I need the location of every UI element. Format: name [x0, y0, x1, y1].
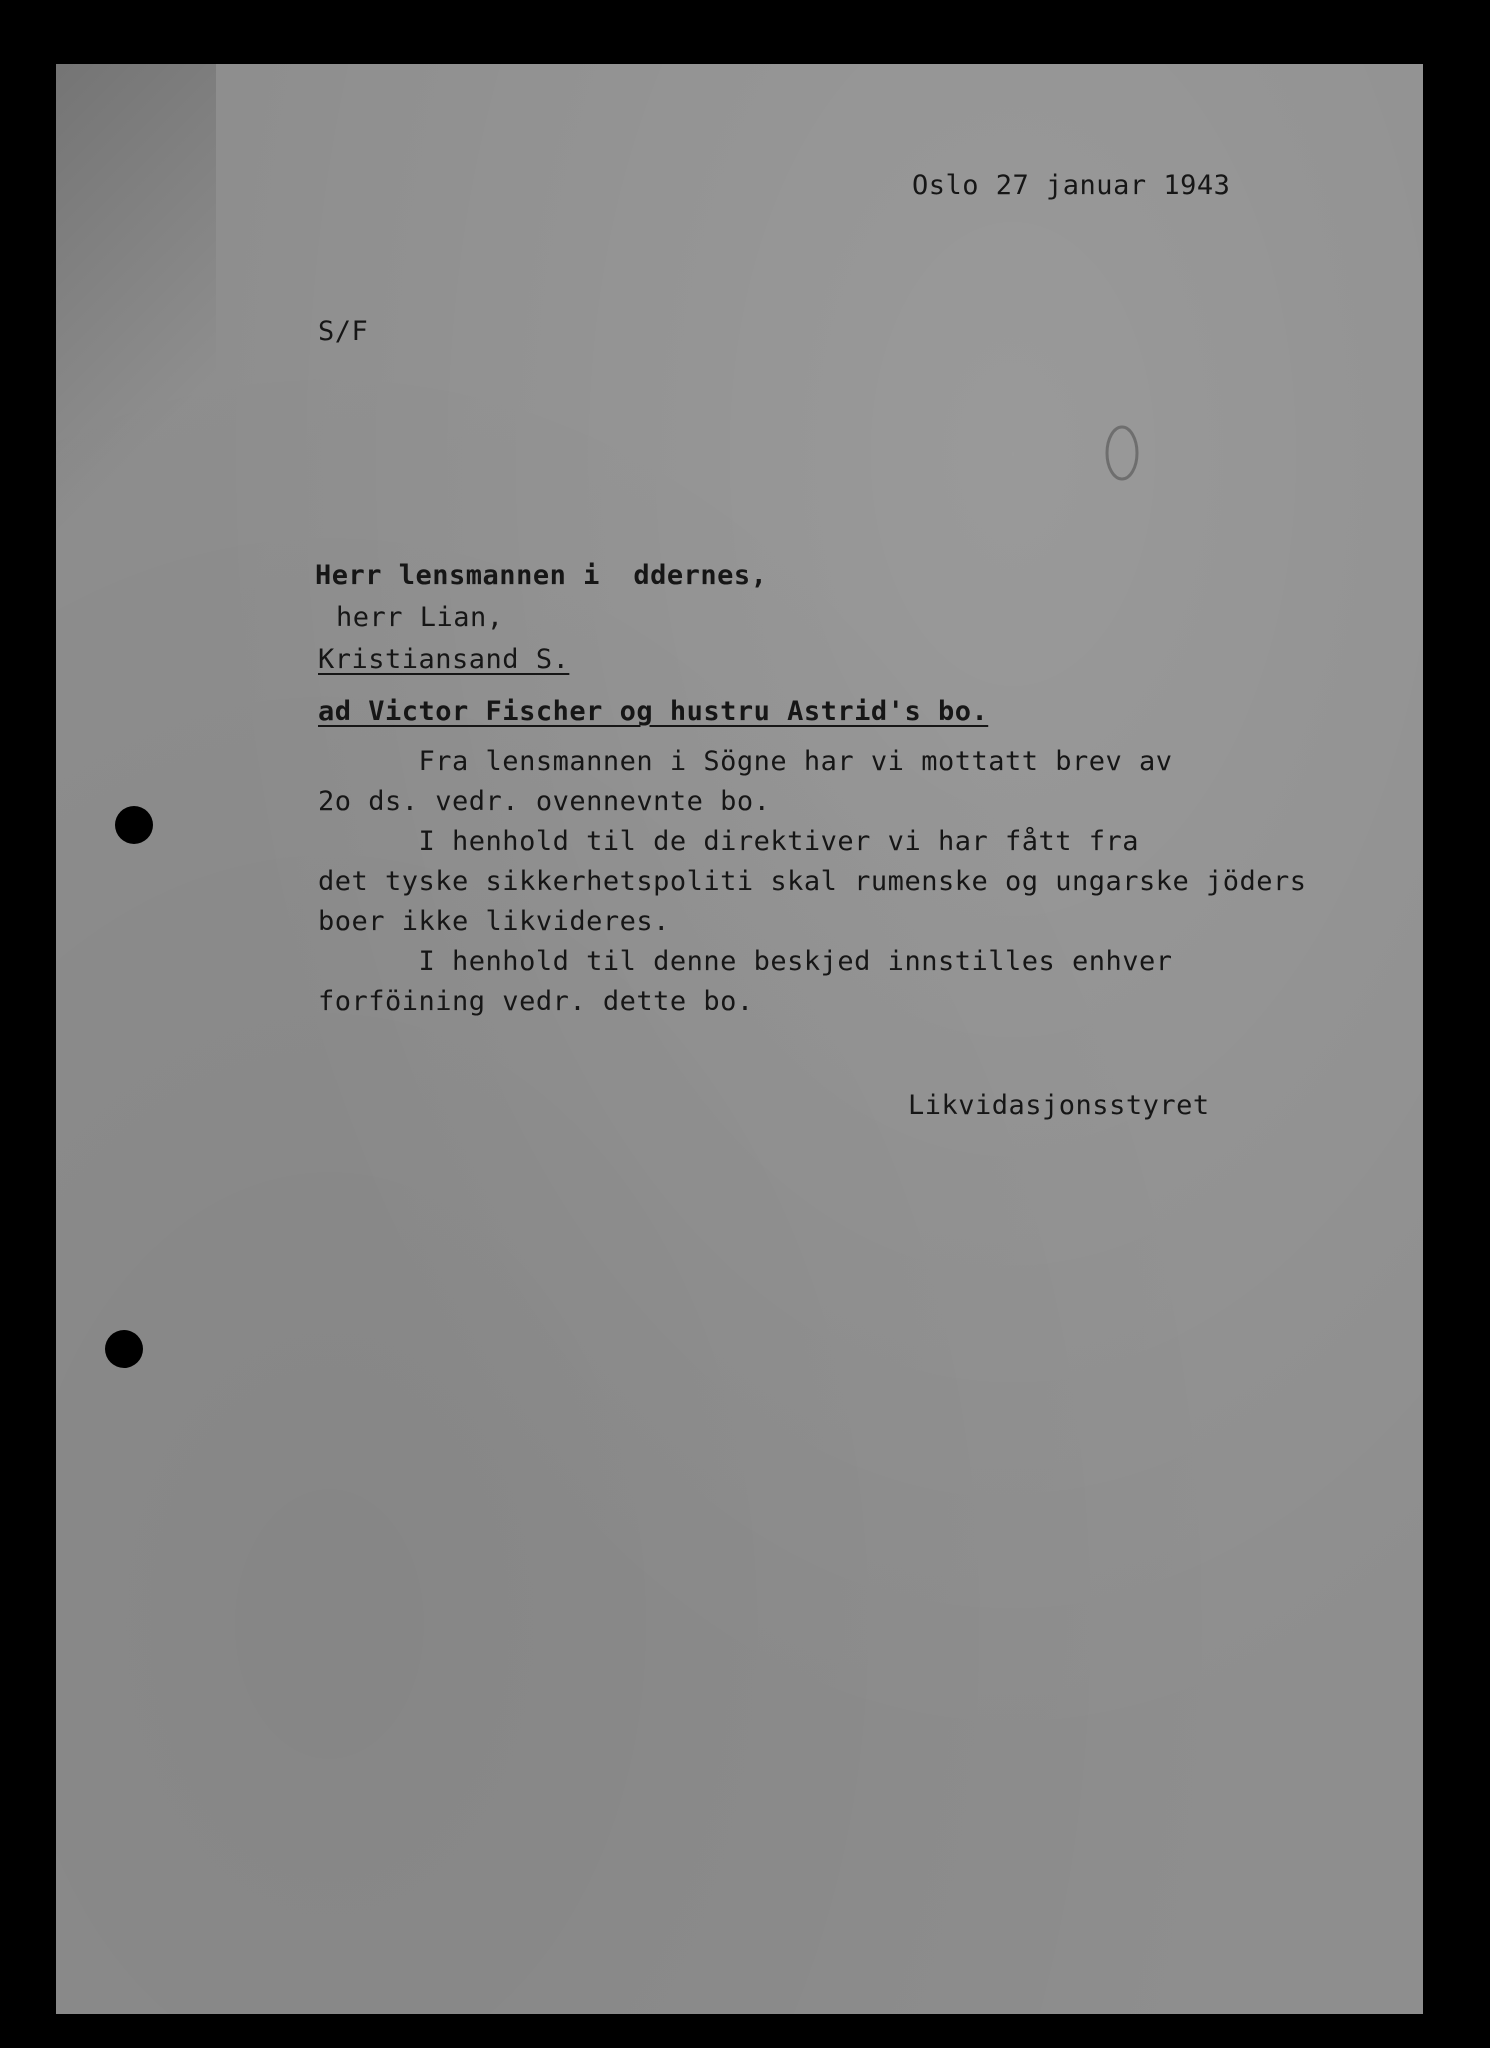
handwritten-zero-mark — [1102, 424, 1142, 482]
body-line-3: I henhold til de direktiver vi har fått fra — [318, 826, 1140, 857]
body-line-5: boer ikke likvideres. — [318, 906, 670, 937]
punch-hole-bottom — [105, 1330, 143, 1368]
letter-date: Oslo 27 januar 1943 — [912, 170, 1231, 201]
recipient-city: Kristiansand S. — [318, 644, 570, 675]
body-line-7: forföining vedr. dette bo. — [318, 986, 754, 1017]
letter-subject: ad Victor Fischer og hustru Astrid's bo. — [318, 696, 989, 727]
recipient-line-1: Herr lensmannen i ddernes, — [315, 560, 768, 591]
body-line-6: I henhold til denne beskjed innstilles enhver — [318, 946, 1173, 977]
signature: Likvidasjonsstyret — [908, 1090, 1210, 1121]
body-line-2: 2o ds. vedr. ovennevnte bo. — [318, 786, 771, 817]
body-line-4: det tyske sikkerhetspoliti skal rumenske og ungarske jöders — [318, 866, 1307, 897]
punch-hole-top — [115, 806, 153, 844]
paper-shadow — [56, 64, 216, 584]
recipient-line-2: herr Lian, — [336, 602, 504, 633]
letter-sheet — [56, 64, 1423, 2014]
body-line-1: Fra lensmannen i Sögne har vi mottatt brev av — [318, 746, 1173, 777]
reference-code: S/F — [318, 316, 369, 347]
